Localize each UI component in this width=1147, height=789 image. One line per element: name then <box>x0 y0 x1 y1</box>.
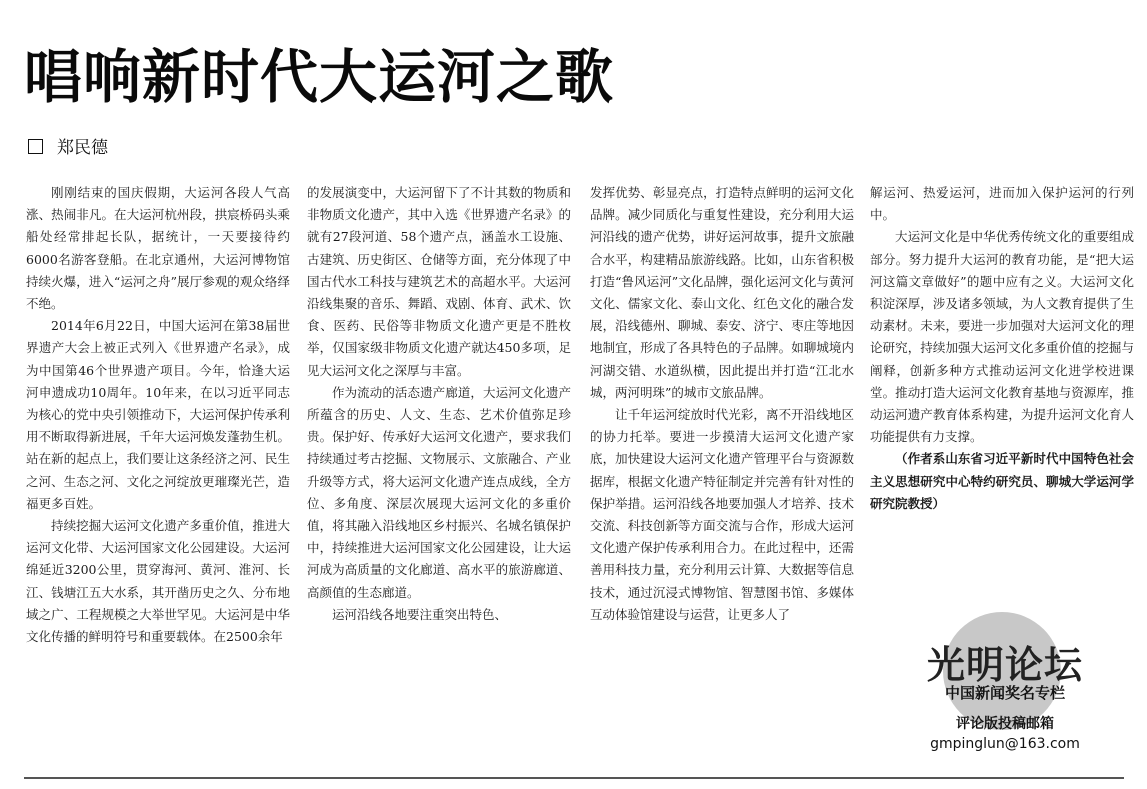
byline-box-icon <box>28 139 43 154</box>
guangming-forum-logo <box>905 612 1105 762</box>
bottom-divider <box>24 777 1124 779</box>
article-column-3 <box>590 182 854 757</box>
article-column-1 <box>26 182 290 757</box>
submission-email: gmpinglun@163.com <box>930 736 1080 752</box>
logo-title: 光明论坛 <box>926 643 1083 687</box>
author-note: （作者系山东省习近平新时代中国特色社会主义思想研究中心特约研究员、聊城大学运河学研究院教授） <box>870 451 1134 511</box>
paragraph: 2014年6月22日，中国大运河在第38届世界遗产大会上被正式列入《世界遗产名录》，成为中国第46个世界遗产项目。今年，恰逢大运河申遗成功10周年。10年来，在以习近平同志为核心的党中央引领推动下，大运河保护传承利用不断取得新进展，千年大运河焕发蓬勃生机。站在新的起点上，我们要让这条经济之河、民生之河、生态之河、文化之河绽放更璀璨光芒，造福更多百姓。 <box>26 318 290 511</box>
article-column-2 <box>307 182 571 757</box>
paragraph: 运河沿线各地要注重突出特色、 <box>332 606 508 622</box>
submission-caption: 评论版投稿邮箱 <box>956 716 1054 732</box>
paragraph: 让千年运河绽放时代光彩，离不开沿线地区的协力托举。要进一步摸清大运河文化遗产家底，加快建设大运河文化遗产管理平台与资源数据库，根据文化遗产特征制定并完善有针对性的保护举措。运河沿线各地要加强人才培养、技术交流、科技创新等方面交流与合作，形成大运河文化遗产保护传承利用合力。在此过程中，还需善用科技力量，充分利用云计算、大数据等信息技术，通过沉浸式博物馆、智慧图书馆、多媒体互动体验馆建设与运营，让更多人了 <box>590 407 854 622</box>
paragraph: 作为流动的活态遗产廊道，大运河文化遗产所蕴含的历史、人文、生态、艺术价值弥足珍贵。保护好、传承好大运河文化遗产，要求我们持续通过考古挖掘、文物展示、文旅融合、产业升级等方式，将大运河文化遗产连点成线，全方位、多角度、深层次展现大运河文化的多重价值，将其融入沿线地区乡村振兴、名城名镇保护中，持续推进大运河国家文化公园建设，让大运河成为高质量的文化廊道、高水平的旅游廊道、高颜值的生态廊道。 <box>307 384 571 600</box>
paragraph: 持续挖掘大运河文化遗产多重价值，推进大运河文化带、大运河国家文化公园建设。大运河绵延近3200公里，贯穿海河、黄河、淮河、长江、钱塘江五大水系，其开凿历史之久、分布地域之广、工程规模之大举世罕见。大运河是中华文化传播的鲜明符号和重要载体。在2500余年 <box>26 518 290 645</box>
logo-subtitle: 中国新闻奖名专栏 <box>944 684 1065 702</box>
headline: 唱响新时代大运河之歌 <box>24 43 615 111</box>
byline <box>28 133 108 158</box>
author-name: 郑民德 <box>57 138 108 158</box>
paragraph: 的发展演变中，大运河留下了不计其数的物质和非物质文化遗产，其中入选《世界遗产名录》的就有27段河道、58个遗产点，涵盖水工设施、古建筑、历史街区、仓储等方面，充分体现了中国古代水工科技与建筑艺术的高超水平。大运河沿线集聚的音乐、舞蹈、戏剧、体育、武术、饮食、医药、民俗等非物质文化遗产更是不胜枚举，仅国家级非物质文化遗产就达450多项，足见大运河文化之深厚与丰富。 <box>307 185 571 378</box>
paragraph: 发挥优势、彰显亮点，打造特点鲜明的运河文化品牌。减少同质化与重复性建设，充分利用大运河沿线的遗产优势，讲好运河故事，提升文旅融合水平，构建精品旅游线路。比如，山东省积极打造“鲁风运河”文化品牌，强化运河文化与黄河文化、儒家文化、泰山文化、红色文化的融合发展，沿线德州、聊城、泰安、济宁、枣庄等地因地制宜，形成了各具特色的子品牌。如聊城境内河湖交错、水道纵横，因此提出并打造“江北水城，两河明珠”的城市文旅品牌。 <box>590 185 854 400</box>
paragraph: 刚刚结束的国庆假期，大运河各段人气高涨、热闹非凡。在大运河杭州段，拱宸桥码头乘船处经常排起长队，据统计，一天要接待约6000名游客登船。在北京通州，大运河博物馆持续火爆，进入“运河之舟”展厅参观的观众络绎不绝。 <box>26 185 290 312</box>
paragraph: 解运河、热爱运河，进而加入保护运河的行列中。 <box>870 185 1134 223</box>
article-column-4 <box>870 182 1134 542</box>
paragraph: 大运河文化是中华优秀传统文化的重要组成部分。努力提升大运河的教育功能，是“把大运河这篇文章做好”的题中应有之义。大运河文化积淀深厚，涉及诸多领域，为人文教育提供了生动素材。未来，要进一步加强对大运河文化的理论研究，持续加强大运河文化多重价值的挖掘与阐释，创新多种方式推动运河文化进学校进课堂。推动打造大运河文化教育基地与资源库，推动运河遗产教育体系构建，为提升运河文化育人功能提供有力支撑。 <box>870 229 1134 445</box>
